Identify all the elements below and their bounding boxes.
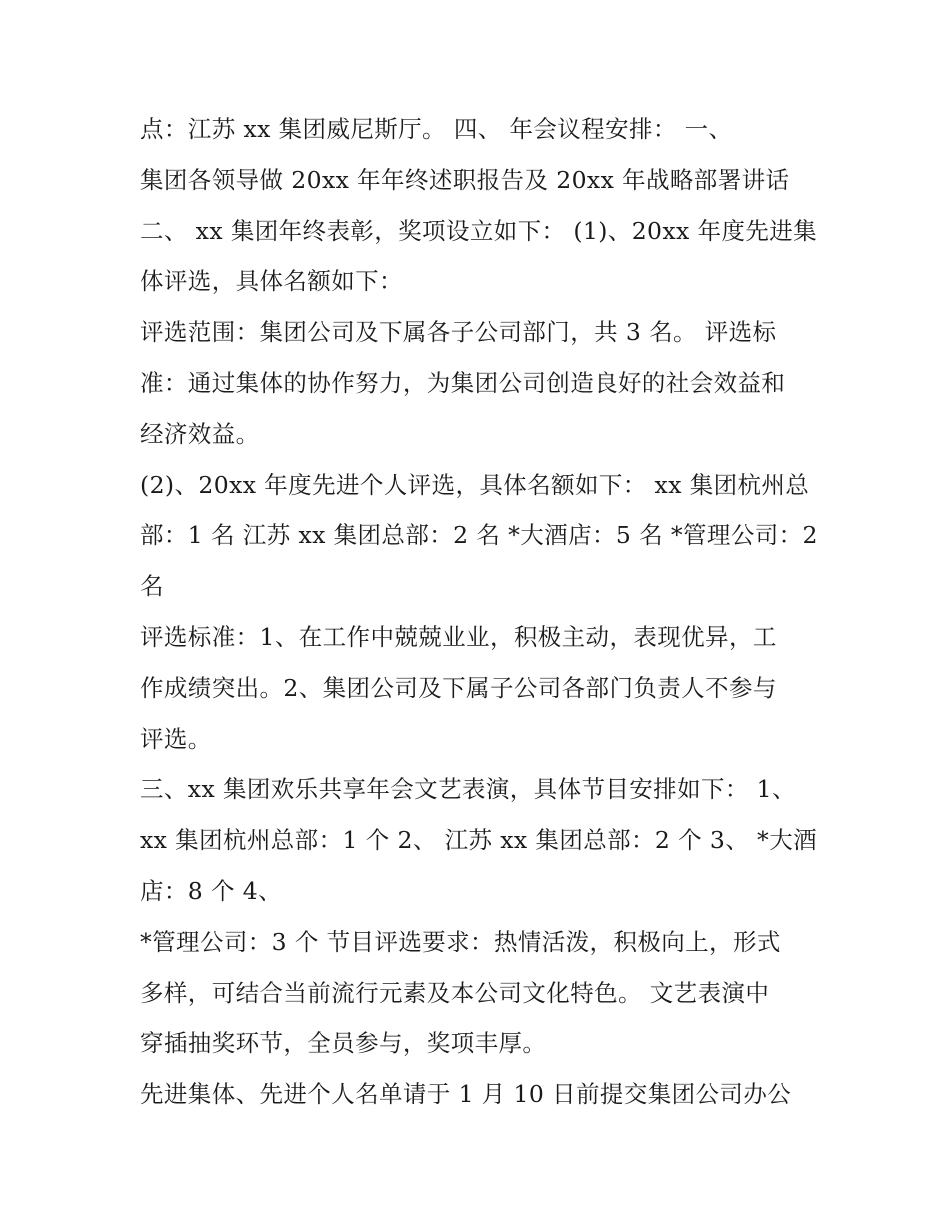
text-line: 二、 xx 集团年终表彰，奖项设立如下： (1)、20xx 年度先进集 [140, 216, 818, 245]
text-line: 体评选，具体名额如下： [140, 267, 403, 296]
text-line: 集团各领导做 20xx 年年终述职报告及 20xx 年战略部署讲话 [140, 165, 790, 194]
text-line: 三、xx 集团欢乐共享年会文艺表演，具体节目安排如下： 1、 [140, 775, 796, 804]
text-line: 经济效益。 [140, 419, 260, 448]
text-line: 评选。 [140, 724, 212, 753]
text-line: xx 集团杭州总部：1 个 2、 江苏 xx 集团总部：2 个 3、 *大酒 [140, 826, 817, 855]
text-line: 点：江苏 xx 集团威尼斯厅。 四、 年会议程安排： 一、 [140, 115, 733, 143]
text-line: 作成绩突出。2、集团公司及下属子公司各部门负责人不参与 [140, 673, 777, 702]
text-line: 先进集体、先进个人名单请于 1 月 10 日前提交集团公司办公 [140, 1080, 792, 1109]
text-line: 评选标准：1、在工作中兢兢业业，积极主动，表现优异，工 [140, 622, 777, 651]
document-body [140, 104, 820, 1120]
text-line: 店：8 个 4、 [140, 876, 283, 905]
text-line: (2)、20xx 年度先进个人评选，具体名额如下： xx 集团杭州总 [140, 470, 810, 499]
text-line: 评选范围：集团公司及下属各子公司部门，共 3 名。 评选标 [140, 318, 777, 347]
text-line: 穿插抽奖环节，全员参与，奖项丰厚。 [140, 1029, 547, 1058]
text-line: 准：通过集体的协作努力，为集团公司创造良好的社会效益和 [140, 368, 786, 397]
text-line: *管理公司：3 个 节目评选要求：热情活泼，积极向上，形式 [140, 927, 781, 956]
text-line: 名 [140, 572, 164, 601]
text-line: 部：1 名 江苏 xx 集团总部：2 名 *大酒店：5 名 *管理公司：2 [140, 521, 818, 550]
text-line: 多样，可结合当前流行元素及本公司文化特色。 文艺表演中 [140, 978, 770, 1007]
